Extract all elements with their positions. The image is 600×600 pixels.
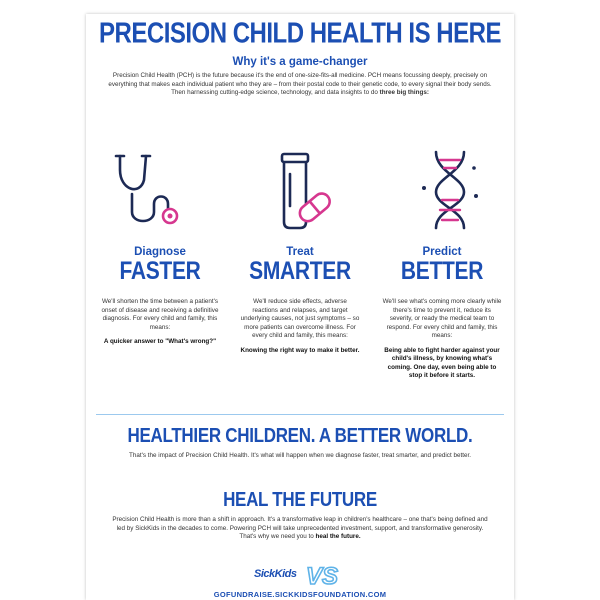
stethoscope-icon <box>110 150 186 230</box>
vs-logo-mark: VS <box>306 563 339 588</box>
sickkids-logo <box>254 562 354 588</box>
future-heading: HEAL THE FUTURE <box>223 488 377 511</box>
column-small-heading: Diagnose <box>134 246 186 258</box>
column-big-heading: SMARTER <box>249 257 351 286</box>
vs-logo-icon <box>306 562 350 588</box>
intro-text: Precision Child Health (PCH) is the future because it's the end of one-size-fits-all medicine. PCH means focussing deeply, precisely on everything that makes each individual patient who they are – from their postal code to their genetic code, to every signal their body sends. Then harnessing cutting-edge science, technology, and data insights to do <box>108 72 492 96</box>
dna-icon <box>414 148 484 232</box>
column-small-heading: Treat <box>286 246 314 258</box>
flyer-page <box>86 14 514 600</box>
column-predict <box>382 246 502 381</box>
logo-text: SickKids <box>254 568 297 580</box>
column-big-heading: BETTER <box>400 257 484 286</box>
column-bold: Knowing the right way to make it better. <box>240 346 360 354</box>
column-body: We'll reduce side effects, adverse reactions and relapses, and target underlying causes, not just symptoms – so more patients can overcome illness. For every child and family, this means: <box>240 298 360 339</box>
section-divider <box>96 414 504 415</box>
intro-bold: three big things: <box>379 89 429 96</box>
footer-url[interactable]: GOFUNDRAISE.SICKKIDSFOUNDATION.COM <box>213 590 387 599</box>
column-diagnose <box>100 246 220 347</box>
column-treat <box>240 246 360 355</box>
page-subtitle: Why it's a game-changer <box>232 56 368 68</box>
world-text: That's the impact of Precision Child Health. It's what will happen when we diagnose faster, treat smarter, and predict better. <box>129 452 471 459</box>
column-bold: A quicker answer to "What's wrong?" <box>103 338 217 345</box>
future-text-body: Precision Child Health is more than a shift in approach. It's a transformative leap in children's healthcare – one that's being defined and led by SickKids in the decades to come. Powering PCH will take unprecedented investment, support, and transformative generosity. That's why we need you to <box>112 516 488 540</box>
future-text <box>108 516 492 542</box>
page-title: PRECISION CHILD HEALTH IS HERE <box>99 17 501 50</box>
column-big-heading: FASTER <box>119 257 201 286</box>
future-text-bold: heal the future. <box>315 533 361 540</box>
column-body: We'll shorten the time between a patient's onset of disease and receiving a definitive diagnosis. For every child and family, this means: <box>101 298 219 331</box>
column-small-heading: Predict <box>422 246 462 258</box>
world-heading: HEALTHIER CHILDREN. A BETTER WORLD. <box>127 424 473 447</box>
intro-paragraph <box>108 72 492 98</box>
column-body: We'll see what's coming more clearly while there's time to prevent it, reduce its severity, or ready the medical team to respond. For every child and family, this means: <box>382 298 502 339</box>
column-bold: Being able to fight harder against your child's illness, by knowing what's coming. One day, even being able to stop it before it starts. <box>384 346 500 379</box>
pill-bottle-icon <box>268 150 340 232</box>
